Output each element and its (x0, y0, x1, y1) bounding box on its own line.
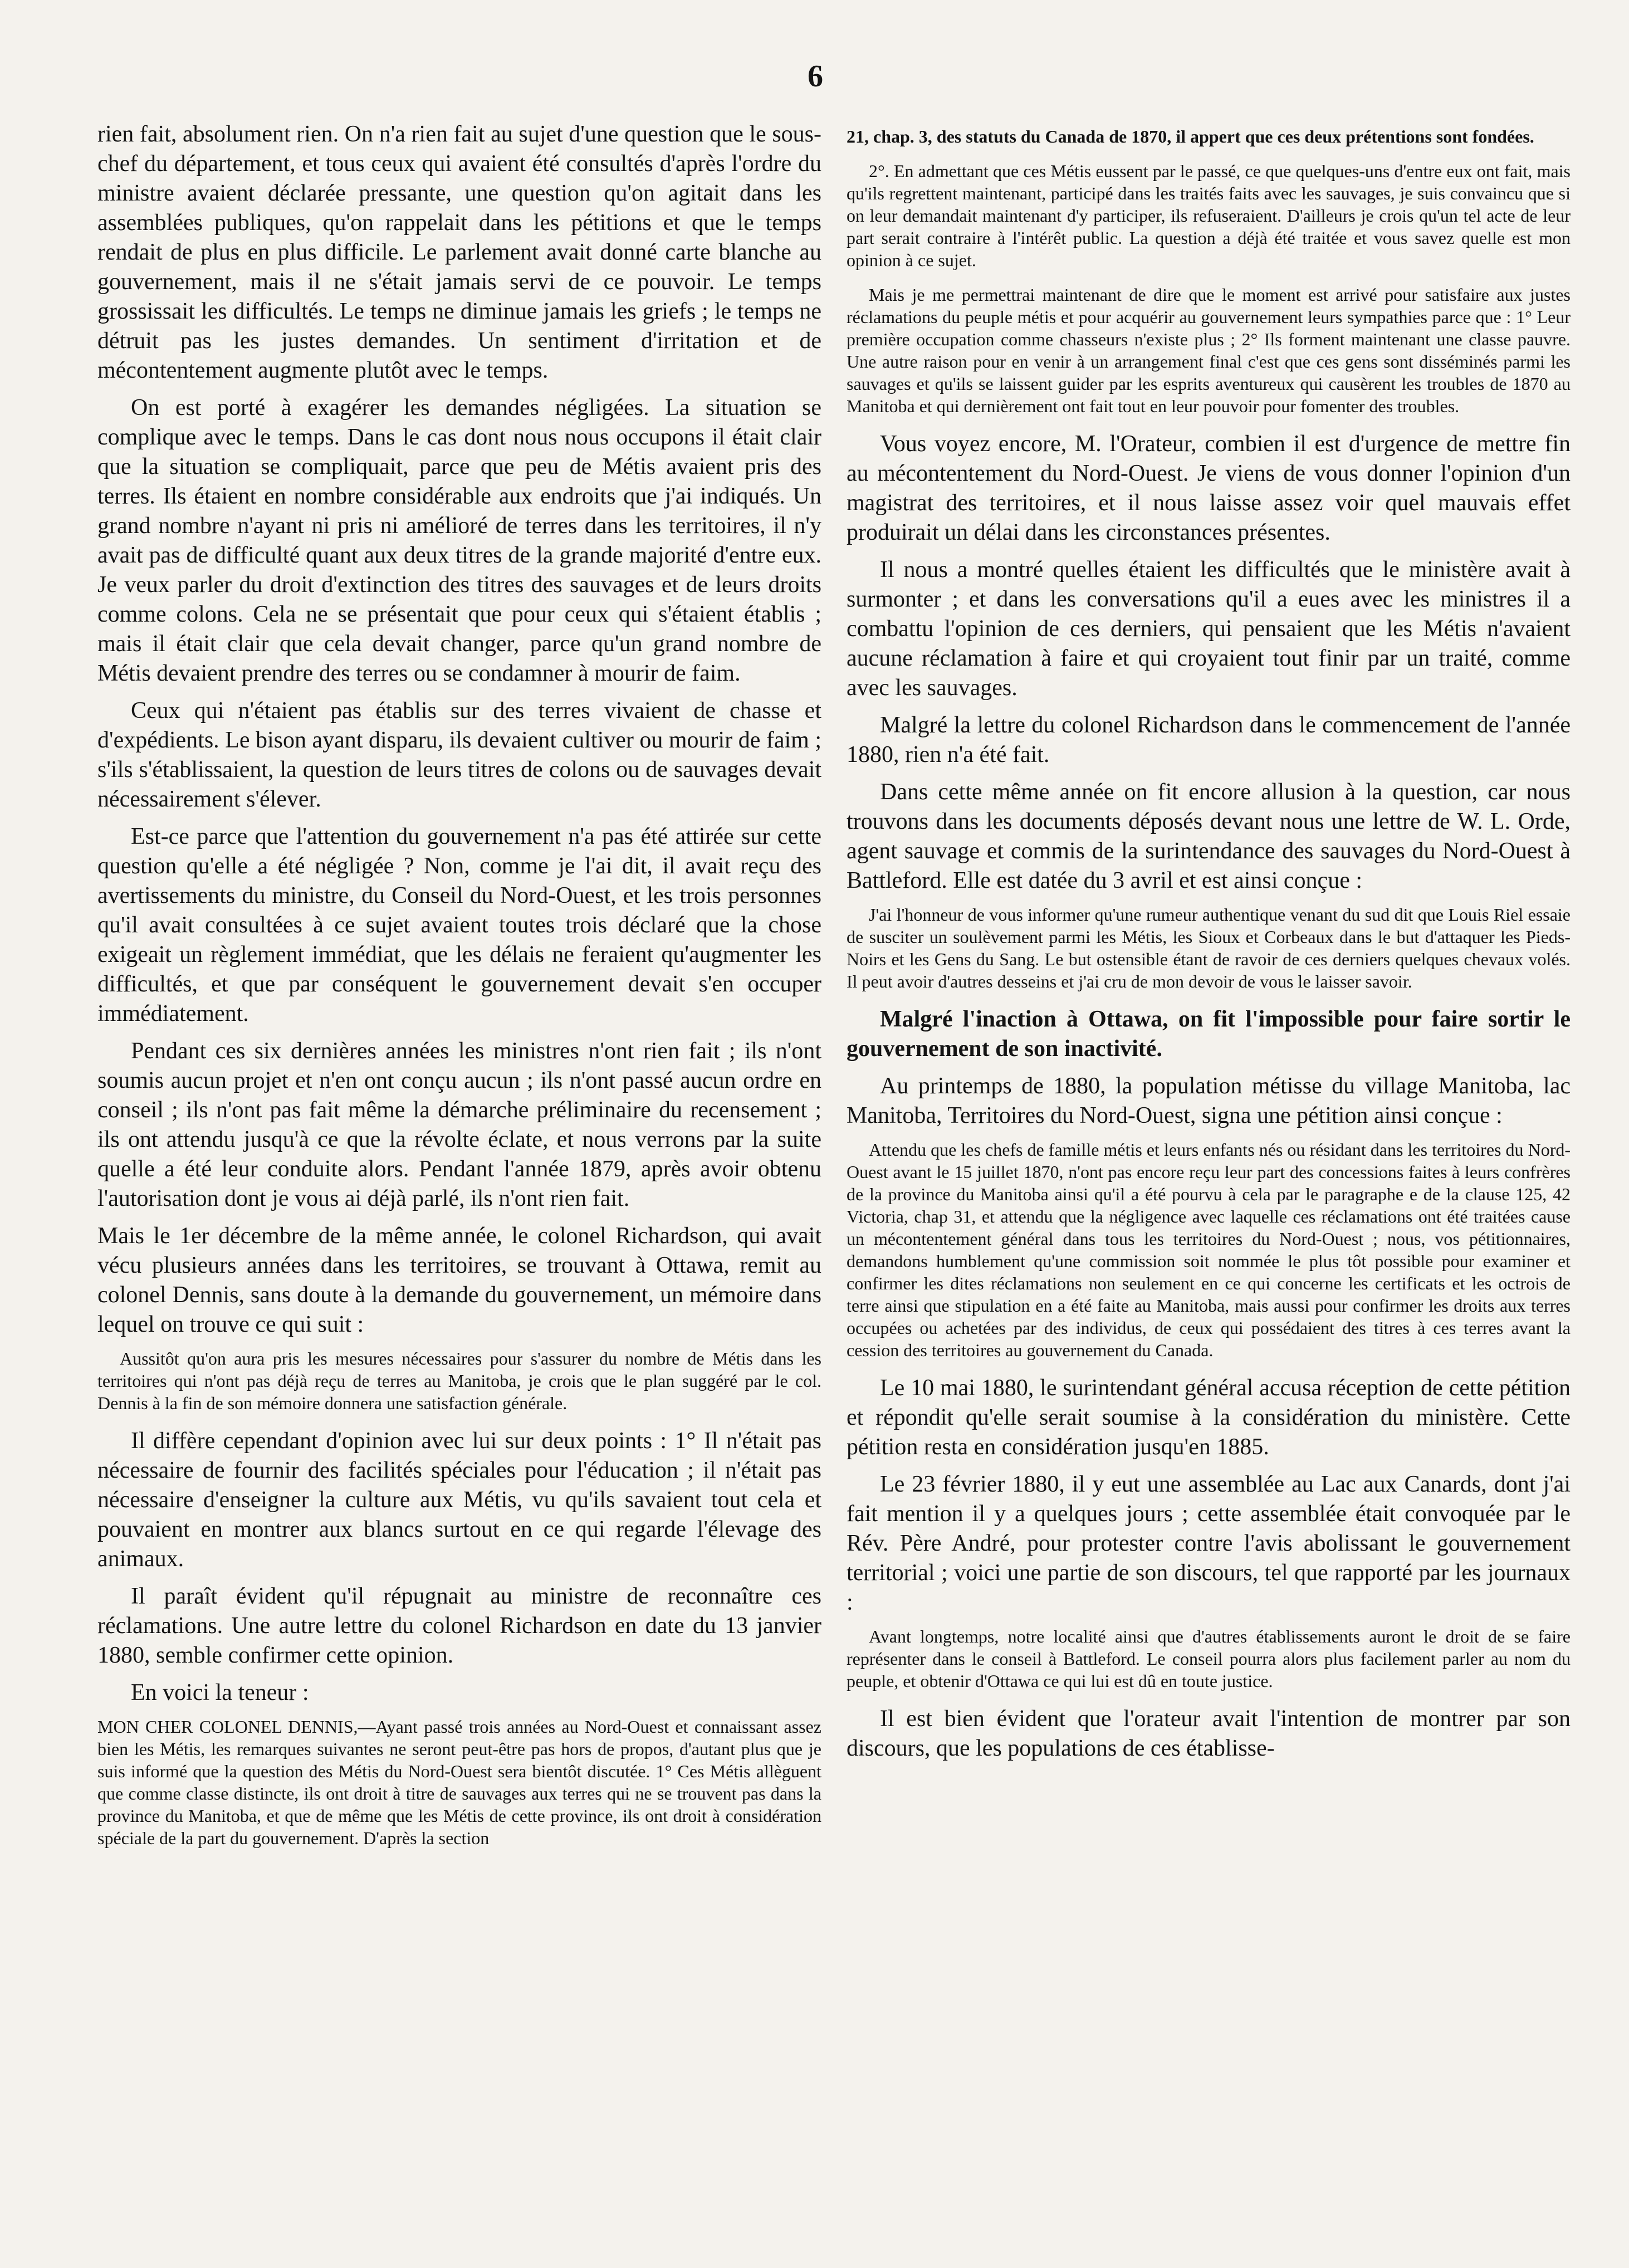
quoted-paragraph: Aussitôt qu'on aura pris les mesures nécessaires pour s'assurer du nombre de Métis dans les territoires qui n'ont pas déjà reçu de terres au Manitoba, je crois que le plan suggéré par le col. Dennis à la fin de son mémoire donnera une satisfaction générale. (97, 1348, 821, 1413)
body-paragraph: Dans cette même année on fit encore allusion à la question, car nous trouvons dans les documents déposés devant nous une lettre de W. L. Orde, agent sauvage et commis de la surintendance des sauvages du Nord-Ouest à Battleford. Elle est datée du 3 avril et est ainsi conçue : (847, 779, 1571, 893)
body-paragraph: Il paraît évident qu'il répugnait au ministre de reconnaître ces réclamations. Une autre lettre du colonel Richardson en date du 13 janvier 1880, semble confirmer cette opinion. (97, 1583, 821, 1668)
quoted-paragraph: J'ai l'honneur de vous informer qu'une rumeur authentique venant du sud dit que Louis Riel essaie de susciter un soulèvement parmi les Métis, les Sioux et Corbeaux dans le but d'attaquer les Pieds-Noirs et les Gens du Sang. Le but ostensible étant de ravoir de ces derniers quelques chevaux volés. Il peut avoir d'autres desseins et j'ai cru de mon devoir de vous le laisser savoir. (847, 905, 1571, 991)
body-paragraph: En voici la teneur : (131, 1680, 309, 1705)
body-paragraph: Il diffère cependant d'opinion avec lui sur deux points : 1° Il n'était pas nécessaire de fournir des facilités spéciales pour l'éducation ; il n'était pas nécessaire d'enseigner la culture aux Métis, vu qu'ils savaient tout cela et pouvaient en montrer aux blancs surtout en ce qui regarde l'élevage des animaux. (97, 1428, 821, 1572)
body-paragraph: Il nous a montré quelles étaient les difficultés que le ministère avait à surmonter ; et dans les conversations qu'il a eues avec les ministres il a combattu l'opinion de ces derniers, qui pensaient que les Métis n'avaient aucune réclamation à faire et qui croyaient tout finir par un traité, comme avec les sauvages. (847, 557, 1571, 701)
body-paragraph: On est porté à exagérer les demandes négligées. La situation se complique avec le temps. Dans le cas dont nous nous occupons il était clair que la situation se compliquait, parce que peu de Métis avaient pris des terres. Ils étaient en nombre considérable aux endroits que j'ai indiqués. Un grand nombre n'ayant ni pris ni amélioré de terres dans les territoires, il n'y avait pas de difficulté quant aux deux titres de la grande majorité d'entre eux. Je veux parler du droit d'extinction des titres des sauvages et de leurs droits comme colons. Cela ne se présentait que pour ceux qui s'étaient établis ; mais il était clair que cela devait changer, parce qu'un grand nombre de Métis devaient prendre des terres ou se condamner à mourir de faim. (97, 395, 821, 686)
body-paragraph: Pendant ces six dernières années les ministres n'ont rien fait ; ils n'ont soumis aucun projet et n'en ont conçu aucun ; ils n'ont passé aucun ordre en conseil ; ils n'ont pas fait même la démarche préliminaire du recensement ; ils ont attendu jusqu'à ce que la révolte éclate, et nous verrons par la suite quelle a été leur conduite alors. Pendant l'année 1879, après avoir obtenu l'autorisation dont je vous ai déjà parlé, ils n'ont rien fait. (97, 1038, 821, 1211)
body-paragraph: Au printemps de 1880, la population métisse du village Manitoba, lac Manitoba, Territoires du Nord-Ouest, signa une pétition ainsi conçue : (847, 1073, 1571, 1128)
body-paragraph: rien fait, absolument rien. On n'a rien fait au sujet d'une question que le sous-chef du département, et tous ceux qui avaient été consultés d'après l'ordre du ministre avaient déclarée pressante, une question qu'on agitait dans les assemblées publiques, qu'on rappelait dans les pétitions et que le temps rendait de plus en plus difficile. Le parlement avait donné carte blanche au gouvernement, mais il ne s'était jamais servi de ce pouvoir. Le temps grossissait les difficultés. Le temps ne diminue jamais les griefs ; le temps ne détruit pas les justes demandes. Un sentiment d'irritation et de mécontentement augmente plutôt avec le temps. (97, 121, 821, 383)
quoted-paragraph: Attendu que les chefs de famille métis et leurs enfants nés ou résidant dans les territoires du Nord-Ouest avant le 15 juillet 1870, n'ont pas encore reçu leur part des concessions faites à leurs confrères de la province du Manitoba ainsi qu'il a été pourvu à cela par le paragraphe e de la clause 125, 42 Victoria, chap 31, et attendu que la négligence avec laquelle ces réclamations ont été traitées cause un mécontentement général dans tous les territoires du Nord-Ouest ; nous, vos pétitionnaires, demandons humblement qu'une commission soit nommée le plus tôt possible pour examiner et confirmer les dites réclamations non seulement en ce qui concerne les certificats et les octrois de terre ainsi que stipulation en a été faite au Manitoba, mais aussi pour confirmer les droits aux terres occupées ou achetées par des individus, de ceux qui possédaient des titres à ces terres avant la cession des territoires au gouvernement du Canada. (847, 1140, 1571, 1360)
body-paragraph: Mais le 1er décembre de la même année, le colonel Richardson, qui avait vécu plusieurs années dans les territoires, se trouvant à Ottawa, remit au colonel Dennis, sans doute à la demande du gouvernement, un mémoire dans lequel on trouve ce qui suit : (97, 1223, 821, 1337)
right-column (847, 120, 1571, 1771)
quoted-paragraph: Mais je me permettrai maintenant de dire que le moment est arrivé pour satisfaire aux justes réclamations du peuple métis et pour acquérir au gouvernement leurs sympathies parce que : 1° Leur première occupation comme chasseurs n'existe plus ; 2° Ils forment maintenant une classe pauvre. Une autre raison pour en venir à un arrangement final c'est que ces gens sont disséminés parmi les sauvages et qu'ils se laissent guider par les esprits aventureux qui causèrent les troubles de 1870 au Manitoba et qui dernièrement ont fait tout en leur pouvoir pour fomenter des troubles. (847, 285, 1571, 416)
body-paragraph: Le 10 mai 1880, le surintendant général accusa réception de cette pétition et répondit qu'elle serait soumise à la considération du ministère. Cette pétition resta en considération jusqu'en 1885. (847, 1375, 1571, 1460)
body-paragraph: Le 23 février 1880, il y eut une assemblée au Lac aux Canards, dont j'ai fait mention il y a quelques jours ; cette assemblée était convoquée par le Rév. Père André, pour protester contre l'avis abolissant le gouvernement territorial ; voici une partie de son discours, tel que rapporté par les journaux : (847, 1472, 1571, 1615)
quoted-paragraph: 21, chap. 3, des statuts du Canada de 1870, il appert que ces deux prétentions sont fondées. (847, 126, 1534, 146)
body-paragraph: Il est bien évident que l'orateur avait l'intention de montrer par son discours, que les populations de ces établisse- (847, 1706, 1571, 1761)
page-number: 6 (808, 59, 823, 94)
body-paragraph: Ceux qui n'étaient pas établis sur des terres vivaient de chasse et d'expédients. Le bison ayant disparu, ils devaient cultiver ou mourir de faim ; s'ils s'établissaient, la question de leurs titres de colons ou de sauvages devait nécessairement s'élever. (97, 698, 821, 812)
left-column (97, 120, 821, 1861)
quoted-paragraph: MON CHER COLONEL DENNIS,—Ayant passé trois années au Nord-Ouest et connaissant assez bien les Métis, les remarques suivantes ne seront peut-être pas hors de propos, d'autant plus que je suis informé que la question des Métis du Nord-Ouest sera bientôt discutée. 1° Ces Métis allèguent que comme classe distincte, ils ont droit à titre de sauvages aux terres qui ne se trouvent pas dans la province du Manitoba, et que de même que les Métis de cette province, ils ont droit à considération spéciale de la part du gouvernement. D'après la section (97, 1717, 821, 1848)
body-paragraph: Malgré la lettre du colonel Richardson dans le commencement de l'année 1880, rien n'a été fait. (847, 712, 1571, 768)
body-paragraph: Est-ce parce que l'attention du gouvernement n'a pas été attirée sur cette question qu'elle a été négligée ? Non, comme je l'ai dit, il avait reçu des avertissements du ministre, du Conseil du Nord-Ouest, et les trois personnes qu'il avait consultées à ce sujet avaient toutes trois déclaré que la chose exigeait un règlement immédiat, que les délais ne feraient qu'augmenter les difficultés, et que par conséquent le gouvernement devait s'en occuper immédiatement. (97, 824, 821, 1027)
quoted-paragraph: Avant longtemps, notre localité ainsi que d'autres établissements auront le droit de se faire représenter dans le conseil à Battleford. Le conseil pourra alors plus facilement parler au nom du peuple, et obtenir d'Ottawa ce qui lui est dû en toute justice. (847, 1626, 1571, 1691)
quoted-paragraph: 2°. En admettant que ces Métis eussent par le passé, ce que quelques-uns d'entre eux ont fait, mais qu'ils regrettent maintenant, participé dans les traités faits avec les sauvages, je suis convaincu que si on leur demandait maintenant d'y participer, ils refuseraient. D'ailleurs je crois qu'un tel acte de leur part serait contraire à l'intérêt public. La question a déjà été traitée et vous savez quelle est mon opinion à ce sujet. (847, 161, 1571, 270)
body-paragraph: Malgré l'inaction à Ottawa, on fit l'impossible pour faire sortir le gouvernement de son inactivité. (847, 1006, 1571, 1062)
body-paragraph: Vous voyez encore, M. l'Orateur, combien il est d'urgence de mettre fin au mécontentement du Nord-Ouest. Je viens de vous donner l'opinion d'un magistrat des territoires, et il nous laisse assez voir quel mauvais effet produirait un délai dans les circonstances présentes. (847, 431, 1571, 545)
